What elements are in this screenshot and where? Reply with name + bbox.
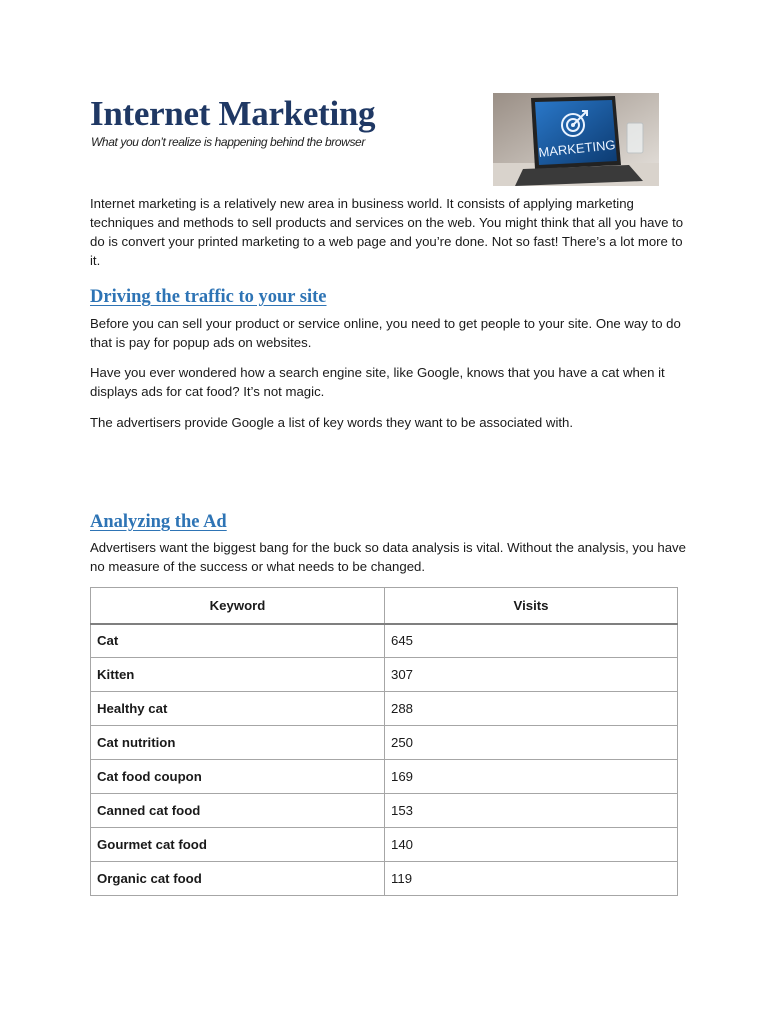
intro-paragraph: Internet marketing is a relatively new area in business world. It consists of applying marketing techniques and methods to sell products and services on the web. You might think that all you have to do is convert your printed marketing to a web page and you’re done. Not so fast! There’s a lot more to it.	[90, 196, 684, 268]
table-row	[91, 760, 678, 794]
table-row	[91, 624, 678, 658]
keyword-visits-table	[90, 587, 678, 896]
visits-cell: 307	[385, 658, 678, 692]
keyword-cell: Organic cat food	[91, 862, 385, 896]
table-row	[91, 692, 678, 726]
table-row	[91, 794, 678, 828]
keyword-cell: Cat food coupon	[91, 760, 385, 794]
section1-paragraph-2: Have you ever wondered how a search engine site, like Google, knows that you have a cat when it displays ads for cat food? It’s not magic.	[90, 365, 665, 399]
keyword-cell: Cat	[91, 624, 385, 658]
section-heading-traffic: Driving the traffic to your site	[90, 287, 327, 307]
visits-cell: 288	[385, 692, 678, 726]
laptop-illustration	[493, 93, 659, 186]
header-keyword: Keyword	[91, 588, 385, 624]
visits-cell: 140	[385, 828, 678, 862]
keyword-cell: Gourmet cat food	[91, 828, 385, 862]
header-visits: Visits	[385, 588, 678, 624]
table-header-row	[91, 588, 678, 624]
section1-paragraph-1: Before you can sell your product or service online, you need to get people to your site. One way to do that is pay for popup ads on websites.	[90, 316, 681, 350]
visits-cell: 645	[385, 624, 678, 658]
table-row	[91, 726, 678, 760]
section2-paragraph: Advertisers want the biggest bang for the buck so data analysis is vital. Without the analysis, you have no measure of the success or what needs to be changed.	[90, 540, 686, 574]
section1-paragraph-3: The advertisers provide Google a list of key words they want to be associated with.	[90, 415, 574, 430]
table-row	[91, 862, 678, 896]
marketing-laptop-image	[493, 93, 659, 186]
screen-marketing-text: MARKETING	[537, 137, 617, 161]
visits-cell: 119	[385, 862, 678, 896]
keyword-cell: Cat nutrition	[91, 726, 385, 760]
table-row	[91, 828, 678, 862]
visits-cell: 153	[385, 794, 678, 828]
page-title: Internet Marketing	[90, 94, 376, 133]
keyword-cell: Canned cat food	[91, 794, 385, 828]
keyword-cell: Healthy cat	[91, 692, 385, 726]
section-heading-analyzing: Analyzing the Ad	[90, 512, 227, 532]
glass-icon	[627, 123, 643, 153]
page-subtitle: What you don’t realize is happening behind the browser	[91, 135, 365, 149]
keyword-cell: Kitten	[91, 658, 385, 692]
table-row	[91, 658, 678, 692]
visits-cell: 250	[385, 726, 678, 760]
visits-cell: 169	[385, 760, 678, 794]
